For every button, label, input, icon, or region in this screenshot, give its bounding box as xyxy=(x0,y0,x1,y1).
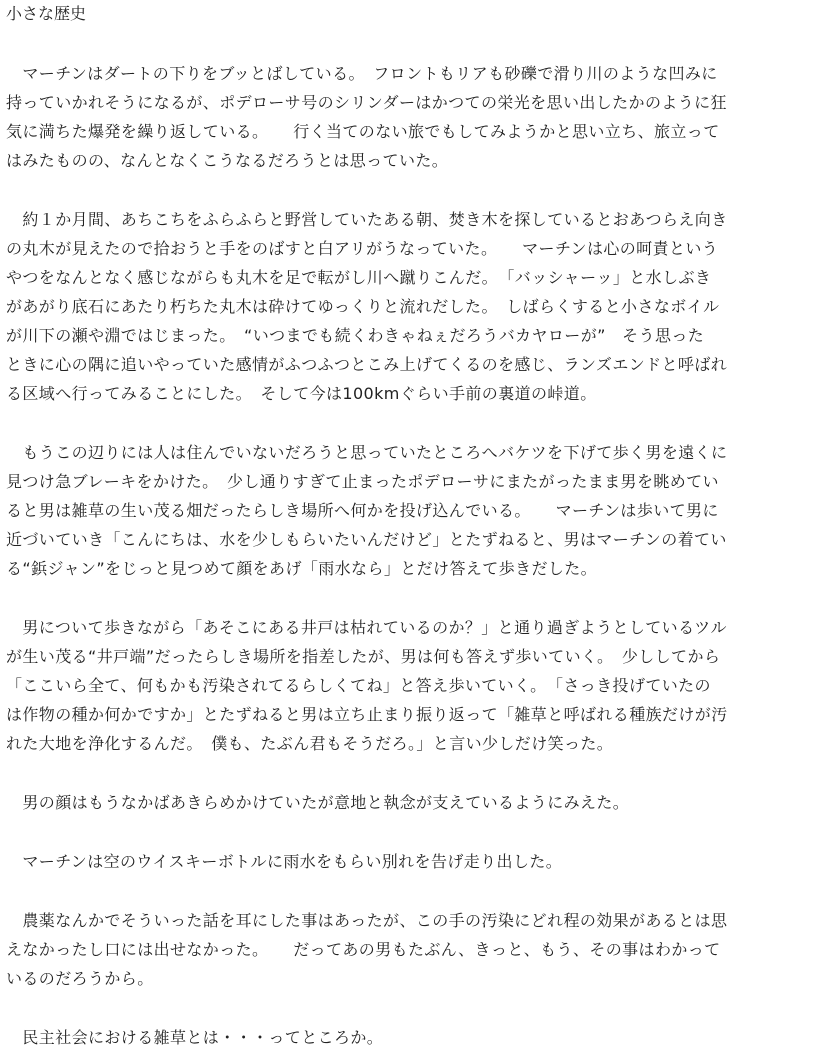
paragraph xyxy=(6,205,831,408)
paragraph xyxy=(6,906,831,993)
paragraph-line: えなかったし口には出せなかった。 だってあの男もたぶん、きっと、もう、その事はわかって xyxy=(6,940,721,959)
paragraph-line: る区域へ行ってみることにした。 そして今は100kmぐらい手前の裏道の峠道。 xyxy=(6,384,597,403)
paragraph xyxy=(6,788,831,817)
paragraph-line: ると男は雑草の生い茂る畑だったらしき場所へ何かを投げ込んでいる。 マーチンは歩いて男に xyxy=(6,501,719,520)
paragraph-line: 見つけ急ブレーキをかけた。 少し通りすぎて止まったポデローサにまたがったまま男を眺めてい xyxy=(6,472,719,491)
document-title: 小さな歴史 xyxy=(6,4,87,23)
paragraph-line: マーチンは空のウイスキーボトルに雨水をもらい別れを告げ走り出した。 xyxy=(6,852,563,871)
paragraph-line: マーチンはダートの下りをブッとばしている。 フロントもリアも砂礫で滑り川のような凹みに xyxy=(6,64,718,83)
paragraph-line: いるのだろうから。 xyxy=(6,969,154,988)
paragraph-line: 農薬なんかでそういった話を耳にした事はあったが、この手の汚染にどれ程の効果があるとは思 xyxy=(6,911,728,930)
paragraph-line: 「ここいら全て、何もかも汚染されてるらしくてね」と答え歩いていく。 「さっき投げていたの xyxy=(6,676,711,695)
paragraph xyxy=(6,613,831,758)
paragraph-line: 持っていかれそうになるが、ポデローサ号のシリンダーはかつての栄光を思い出したかのように狂 xyxy=(6,93,727,112)
paragraph-line: が川下の瀬や淵ではじまった。 “いつまでも続くわきゃねぇだろうバカヤローが” そう思った xyxy=(6,326,705,345)
paragraph-line: があがり底石にあたり朽ちた丸木は砕けてゆっくりと流れだした。 しばらくすると小さなボイル xyxy=(6,297,720,316)
paragraph-line: やつをなんとなく感じながらも丸木を足で転がし川へ蹴りこんだ。 「バッシャーッ」と水しぶき xyxy=(6,268,712,287)
paragraph-line: もうこの辺りには人は住んでいないだろうと思っていたところへバケツを下げて歩く男を遠くに xyxy=(6,443,728,462)
paragraph-line: 気に満ちた爆発を繰り返している。 行く当てのない旅でもしてみようかと思い立ち、旅立って xyxy=(6,122,720,141)
paragraph-line: は作物の種か何かですか」とたずねると男は立ち止まり振り返って「雑草と呼ばれる種族だけが汚 xyxy=(6,705,728,724)
paragraph-line: 男の顔はもうなかばあきらめかけていたが意地と執念が支えているようにみえた。 xyxy=(6,793,630,812)
paragraph-line: れた大地を浄化するんだ。 僕も、たぶん君もそうだろ。」と言い少しだけ笑った。 xyxy=(6,734,614,753)
paragraph-line: 男について歩きながら「あそこにある井戸は枯れているのか？」と通り過ぎようとしているツル xyxy=(6,618,727,637)
paragraph-line: 近づいていき「こんにちは、水を少しもらいたいんだけど」とたずねると、男はマーチンの着てい xyxy=(6,530,727,549)
paragraph-line: 民主社会における雑草とは・・・ってところか。 xyxy=(6,1028,384,1047)
paragraph xyxy=(6,59,831,175)
paragraph-line: ときに心の隅に追いやっていた感情がふつふつとこみ上げてくるのを感じ、ランズエンドと呼ばれ xyxy=(6,355,728,374)
document-body xyxy=(6,59,831,1052)
paragraph-line: る“鋲ジャン”をじっと見つめて顔をあげ「雨水なら」とだけ答えて歩きだした。 xyxy=(6,559,598,578)
paragraph-line: はみたものの、なんとなくこうなるだろうとは思っていた。 xyxy=(6,151,449,170)
paragraph-line: が生い茂る“井戸端”だったらしき場所を指差したが、男は何も答えず歩いていく。 少ししてから xyxy=(6,647,721,666)
paragraph xyxy=(6,438,831,583)
paragraph xyxy=(6,847,831,876)
paragraph-line: 約１か月間、あちこちをふらふらと野営していたある朝、焚き木を探しているとおあつらえ向き xyxy=(6,210,728,229)
paragraph-line: の丸木が見えたので拾おうと手をのばすと白アリがうなっていた。 マーチンは心の呵責という xyxy=(6,239,719,258)
title-spacer xyxy=(6,25,831,59)
